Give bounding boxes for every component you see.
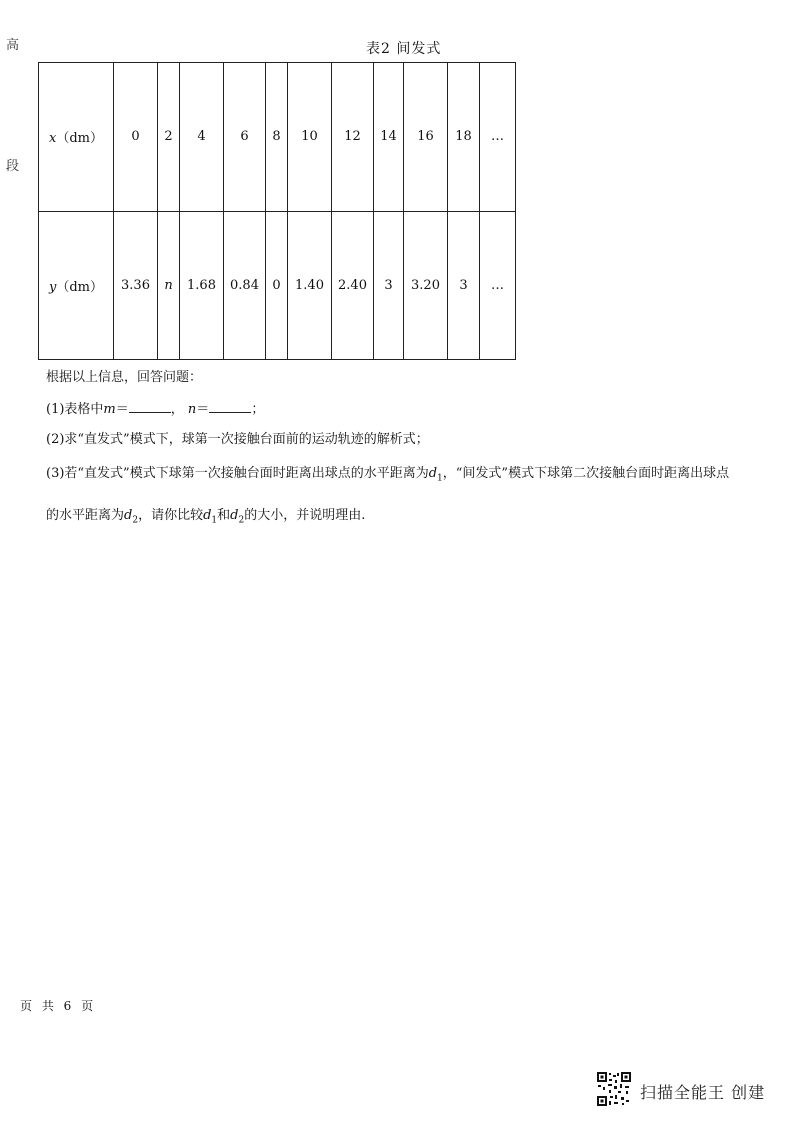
q3-d2-sub: 2	[132, 515, 139, 526]
y-cell: 0.84	[224, 211, 266, 360]
x-var: x	[49, 131, 57, 147]
q3-part1: (3)若“直发式”模式下球第一次接触台面时距离出球点的水平距离为	[46, 466, 429, 481]
row-label-x	[39, 63, 114, 212]
q3-d2-ref: d	[230, 508, 239, 523]
y-cell: …	[480, 211, 516, 360]
y-cell: 3	[448, 211, 480, 360]
y-cell: 3	[374, 211, 404, 360]
x-cell: 10	[288, 63, 332, 212]
table-row-x	[39, 63, 516, 212]
qr-code-icon	[596, 1071, 632, 1107]
q1-prefix: (1)表格中	[46, 402, 104, 417]
data-table	[38, 62, 516, 360]
questions-intro: 根据以上信息，回答问题：	[46, 370, 203, 385]
table-row-y	[39, 211, 516, 360]
q3-d2: d	[124, 508, 133, 523]
question-1	[46, 400, 264, 418]
x-cell: 12	[332, 63, 374, 212]
x-cell: 2	[158, 63, 180, 212]
q1-var-m: m	[103, 402, 116, 417]
x-cell: 16	[404, 63, 448, 212]
x-cell: …	[480, 63, 516, 212]
x-cell: 14	[374, 63, 404, 212]
row-label-y	[39, 211, 114, 360]
y-var: y	[48, 279, 57, 295]
blank-m[interactable]	[129, 400, 171, 413]
y-unit: （dm）	[56, 279, 103, 295]
y-cell: 1.40	[288, 211, 332, 360]
y-cell: 1.68	[180, 211, 224, 360]
y-cell: 0	[266, 211, 288, 360]
margin-mark-middle: 段	[6, 159, 20, 174]
q1-end: ；	[251, 402, 265, 417]
table-caption: 表2 间发式	[366, 41, 442, 57]
q3-d1-sub: 1	[437, 473, 443, 484]
q1-eq-m: ＝	[115, 402, 129, 417]
question-3-line-1	[46, 466, 729, 484]
x-unit: （dm）	[56, 131, 103, 147]
q3-d2-ref-sub: 2	[238, 515, 245, 526]
q3-line2-c: 和	[217, 508, 231, 523]
q3-line2-b: ，请你比较	[138, 508, 204, 523]
q3-part2: ，“间发式”模式下球第二次接触台面时距离出球点	[442, 466, 730, 481]
margin-mark-top: 高	[6, 38, 20, 53]
y-cell: n	[158, 211, 180, 360]
y-cell: 3.20	[404, 211, 448, 360]
q3-d1-ref-sub: 1	[211, 515, 218, 526]
q3-line2-d: 的大小，并说明理由.	[244, 508, 366, 523]
q1-eq-n: ＝	[196, 402, 210, 417]
y-cell: 3.36	[114, 211, 158, 360]
x-cell: 4	[180, 63, 224, 212]
question-2: (2)求“直发式”模式下，球第一次接触台面前的运动轨迹的解析式；	[46, 432, 429, 447]
q1-sep: ，	[170, 402, 184, 417]
blank-n[interactable]	[209, 400, 251, 413]
q1-var-n: n	[187, 402, 197, 417]
x-cell: 8	[266, 63, 288, 212]
x-cell: 18	[448, 63, 480, 212]
watermark-text: 扫描全能王 创建	[640, 1083, 766, 1102]
page-footer: 页 共 6 页	[20, 999, 97, 1013]
q3-d1: d	[428, 466, 438, 481]
q3-d1-ref: d	[203, 508, 212, 523]
question-3-line-2	[46, 508, 365, 526]
x-cell: 6	[224, 63, 266, 212]
y-cell: 2.40	[332, 211, 374, 360]
x-cell: 0	[114, 63, 158, 212]
q3-line2-a: 的水平距离为	[46, 508, 125, 523]
